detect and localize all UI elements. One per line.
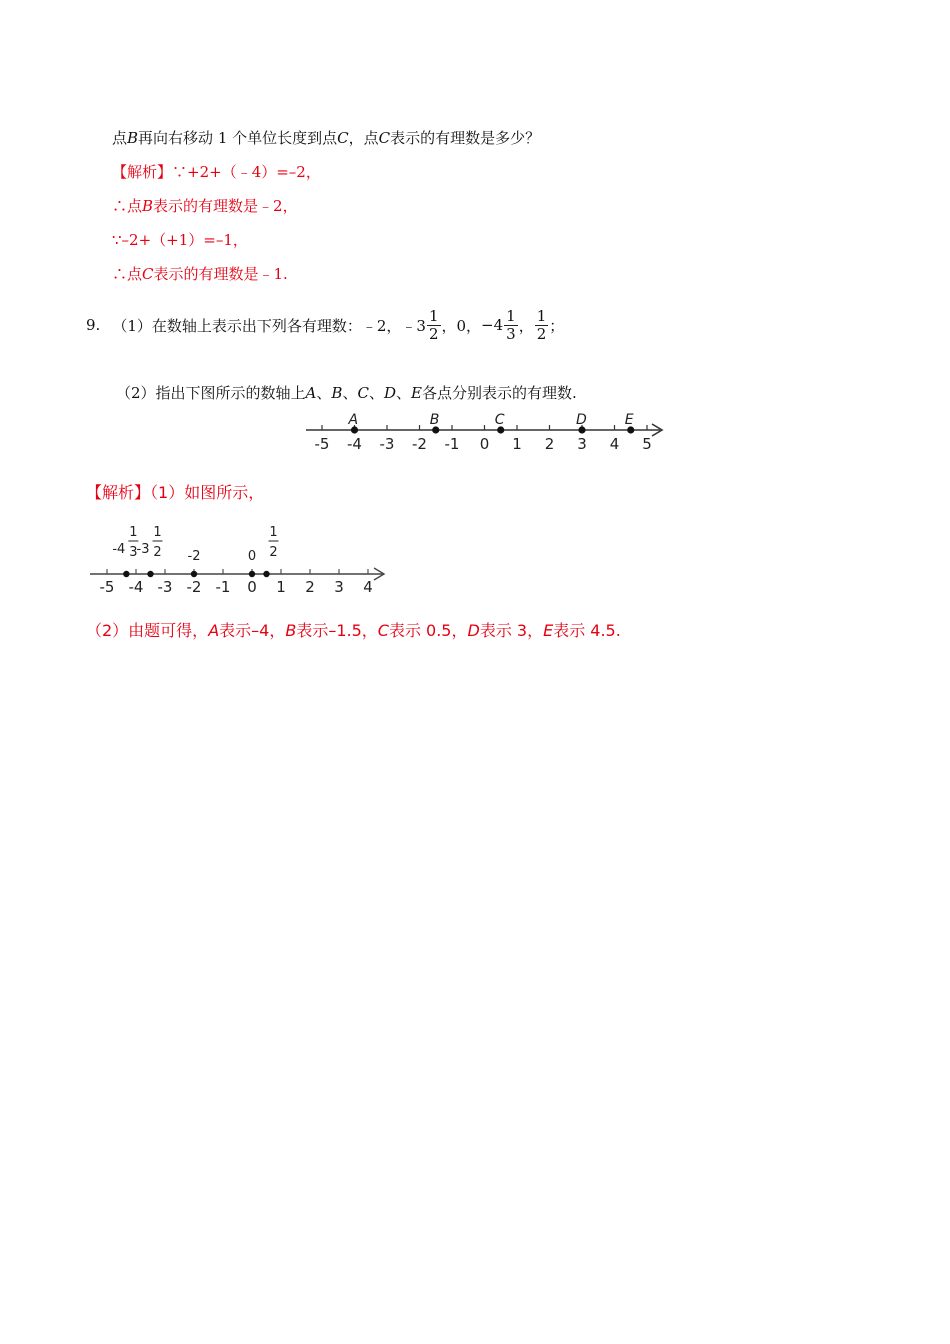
- text: 表示–4，: [219, 621, 286, 640]
- axis-point: [123, 571, 129, 577]
- text: ∵+2+（﹣4）=–2，: [172, 163, 321, 181]
- text: 表示 0.5，: [388, 621, 468, 640]
- text: 点: [112, 129, 128, 147]
- tick-label: 2: [305, 578, 315, 596]
- tick-label: -3: [157, 578, 173, 596]
- tick-label: 3: [334, 578, 344, 596]
- text: 各点分别表示的有理数.: [421, 384, 577, 402]
- var-a: A: [208, 621, 220, 640]
- text: ，0，: [441, 316, 482, 335]
- mark-label: -4: [112, 542, 126, 557]
- mixed-whole: −4: [481, 316, 504, 334]
- solution-tag: 【解析】: [86, 483, 151, 502]
- prev-solution-line-3: [112, 229, 248, 250]
- mark-numerator: 1: [153, 525, 162, 540]
- number-line-answer: [86, 516, 396, 600]
- mark-numerator: 1: [129, 525, 138, 540]
- denominator: 2: [428, 324, 439, 343]
- tick-label: 0: [247, 578, 257, 596]
- text: （2）由题可得，: [86, 621, 209, 640]
- tick-label: -5: [314, 435, 330, 453]
- mark-numerator: 1: [269, 525, 278, 540]
- tick-label: 2: [544, 435, 555, 453]
- text: （1）如图所示，: [150, 483, 265, 502]
- denominator: 2: [536, 324, 547, 343]
- var-b: B: [127, 129, 139, 147]
- tick-label: -2: [412, 435, 427, 453]
- prev-solution-line-1: [112, 161, 321, 182]
- text: ，: [518, 316, 534, 335]
- solution-tag: 【解析】: [112, 163, 173, 181]
- text: 再向右移动 1 个单位长度到点: [138, 129, 338, 147]
- axis-point: [147, 571, 153, 577]
- text: ∴点: [112, 265, 143, 283]
- text: 、: [395, 384, 411, 402]
- var-b: B: [285, 621, 297, 640]
- text: 、: [342, 384, 358, 402]
- mark-denominator: 2: [153, 545, 162, 560]
- var-c: C: [378, 129, 391, 147]
- prev-question-text: [112, 127, 540, 148]
- var-c: C: [142, 265, 154, 283]
- q9-part2: [116, 382, 577, 403]
- tick-label: 3: [577, 435, 587, 453]
- text: ∵–2+（+1）=–1，: [112, 231, 248, 249]
- text: 表示–1.5，: [296, 621, 378, 640]
- point-label: C: [494, 412, 505, 428]
- prev-solution-line-2: [112, 195, 298, 216]
- tick-label: -1: [444, 435, 460, 453]
- answer-part2: [86, 618, 621, 641]
- numerator: 1: [536, 306, 547, 325]
- text: 表示的有理数是﹣1.: [153, 265, 288, 283]
- text: 表示的有理数是﹣2，: [153, 197, 298, 215]
- text: ∴点: [112, 197, 143, 215]
- fraction: [504, 308, 518, 343]
- denominator: 3: [506, 324, 516, 343]
- text: 、: [316, 384, 332, 402]
- tick-label: -3: [379, 435, 395, 453]
- tick-label: -2: [186, 578, 202, 596]
- text: ；: [549, 316, 565, 335]
- answer-part1: [86, 480, 264, 503]
- tick-label: 5: [642, 435, 652, 453]
- point-label: A: [348, 412, 359, 428]
- numerator: 1: [506, 306, 516, 325]
- var-b: B: [331, 384, 343, 402]
- var-c: C: [337, 129, 349, 147]
- tick-label: -1: [215, 578, 231, 596]
- point-label: B: [429, 412, 440, 428]
- var-c: C: [377, 621, 389, 640]
- tick-label: 4: [609, 435, 620, 453]
- var-a: A: [305, 384, 317, 402]
- text: ，点: [348, 129, 379, 147]
- axis-point: [249, 571, 255, 577]
- mixed-whole: ﹣3: [401, 316, 426, 335]
- q9-part1: [86, 303, 564, 347]
- mark-label: -2: [187, 549, 201, 564]
- axis-point: [191, 571, 197, 577]
- fraction: [427, 308, 441, 343]
- fraction: [535, 308, 549, 343]
- tick-label: -4: [128, 578, 144, 596]
- question-number: 9.: [86, 316, 101, 334]
- tick-label: 1: [512, 435, 522, 453]
- var-e: E: [543, 621, 554, 640]
- tick-label: -4: [347, 435, 362, 453]
- text: （2）指出下图所示的数轴上: [116, 384, 306, 402]
- tick-label: 4: [363, 578, 373, 596]
- numerator: 1: [428, 306, 439, 325]
- var-d: D: [467, 621, 480, 640]
- var-e: E: [411, 384, 422, 402]
- number-line-question: [300, 404, 670, 456]
- var-d: D: [383, 384, 396, 402]
- axis-point: [263, 571, 269, 577]
- text: 表示 3，: [479, 621, 544, 640]
- text: （1）在数轴上表示出下列各有理数：﹣2，: [112, 316, 402, 335]
- point-label: E: [624, 412, 634, 428]
- text: 表示 4.5.: [553, 621, 621, 640]
- tick-label: 1: [276, 578, 286, 596]
- mark-label: -3: [136, 542, 150, 557]
- tick-label: -5: [99, 578, 115, 596]
- tick-label: 0: [479, 435, 490, 453]
- prev-solution-line-4: [112, 263, 288, 284]
- point-label: D: [576, 412, 587, 428]
- text: 、: [368, 384, 384, 402]
- mark-denominator: 3: [129, 545, 138, 560]
- var-b: B: [142, 197, 154, 215]
- mark-denominator: 2: [269, 545, 278, 560]
- mark-label: 0: [247, 549, 257, 564]
- var-c: C: [357, 384, 369, 402]
- text: 表示的有理数是多少？: [390, 129, 541, 147]
